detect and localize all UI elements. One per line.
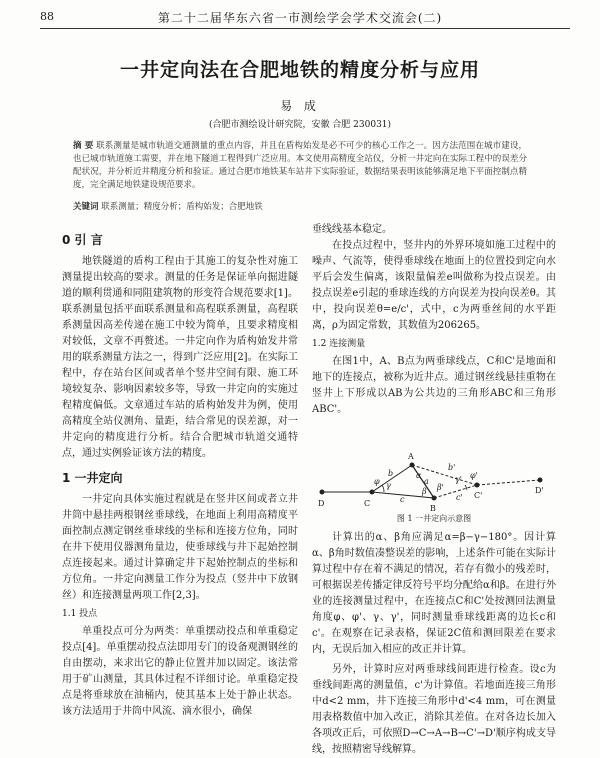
subsection-1-1-heading: 1.1 投点 (62, 609, 98, 619)
right-para-3: 在图1中，A、B点为两垂球线点，C和C'是地面和地下的连接点，被称为近井点。通过钢丝线悬挂重物在竖井上下形成以AB为公共边的三角形ABC和三角形ABC'。 (312, 356, 556, 415)
label-betap: β' (437, 483, 444, 492)
keywords-text: 联系测量；精度分析；盾构始发；合肥地铁 (101, 202, 263, 212)
left-column (62, 232, 298, 720)
right-para-2: 在投点过程中，竖井内的外界环境如施工过程中的噪声、气流等，使得垂球线在地面上的位置投到定向水平后会发生偏离，该限量偏差e叫做称为投点误差。由投点误差e引起的垂球连线的方向误差为投向误差θ。其中，投向误差θ=e/c'，式中，c为两垂丝间的水平距离，ρ为固定常数，其数值为206265。 (312, 240, 556, 331)
label-bp: b' (448, 463, 456, 472)
right-para-1: 垂线线基本稳定。 (312, 224, 392, 235)
label-c: c (400, 495, 405, 504)
label-b: b (388, 469, 394, 478)
label-C: C (364, 499, 371, 508)
figure-caption: 图 1 一井定向示意图 (396, 514, 472, 523)
abstract-label: 摘 要 (73, 141, 94, 151)
label-Cp: C' (474, 491, 483, 500)
page-number: 88 (40, 10, 54, 23)
label-beta: β (422, 487, 427, 496)
affiliation: (合肥市测绘设计研究院，安徽 合肥 230031) (208, 120, 392, 130)
label-phip: φ' (470, 471, 478, 480)
section-0-heading: 0 引 言 (62, 233, 103, 247)
angle-arc-Cp (465, 485, 467, 490)
label-D: D (318, 499, 325, 508)
section-1-heading: 1 一井定向 (62, 471, 123, 485)
label-a: a (424, 477, 429, 486)
label-cp: c' (456, 493, 463, 502)
right-column-bottom (312, 530, 556, 758)
figure-1-diagram (312, 440, 556, 522)
label-gamma: γ (386, 481, 391, 490)
section-1-paragraph: 一井定向具体实施过程就是在竖井区间或者立井井筒中悬挂两根钢丝垂球线，在地面上利用高精度平面控制点测定钢丝垂球线的坐标和连接方位角，同时在井下使用仪器测角量边，使垂球线与井下起始控制点连接起来。通过计算确定井下起始控制点的坐标和方位角。一井定向测量工作分为投点（竖井中下放钢丝）和连接测量两项工作[2,3]。 (62, 494, 298, 601)
abstract (73, 140, 527, 192)
label-gammap: γ' (455, 475, 462, 484)
point-Cp (475, 483, 480, 488)
line-A-Cp (412, 465, 477, 485)
right-para-4: 计算出的α、β角应满足α=β−γ−180°。因计算α、β角时数值凑整误差的影响，上述条件可能在实际计算过程中存在着不满足的情况，若存有微小的残差时，可根据误差传播定律反符号平均分配给α和β。在进行外业的连接测量过程中，在连接点C和C'处按测回法测量角度φ、φ'、γ、γ'，同时测量垂球线距离的边长c和c'。在观察在记录表格，保证2C值和测回限差在要求内，无误后加入相应的改正并计算。 (312, 532, 556, 655)
right-para-5: 另外，计算时应对两垂球线间距进行检查。设c为垂线间距离的测量值，c'为计算值。若地面连接三角形中d<2 mm，井下连接三角形中d'<4 mm，可在测量用表格数值中加入改正，消除其差值。在对各边长加入各项改正后，可依照D→C→A→B→C'→D'顺序构成支导线，按照精密导线解算。 (312, 664, 556, 755)
point-C (370, 490, 375, 495)
keywords (73, 200, 527, 212)
point-A (410, 463, 415, 468)
author: 易 成 (280, 99, 320, 113)
section-0-paragraph: 地铁隧道的盾构工程由于其施工的复杂性对施工测量提出较高的要求。测量的任务是保证单向掘进隧道的顺利贯通和同阻建筑物的形变符合规范要求[1]。联系测量包括平面联系测量和高程联系测量，高程联系测量因高差传递在施工中较为简单，且要求精度相对较低，文章不再赘述。一井定向作为盾构始发井常用的联系测量方法之一，得到广泛应用[2]。在实际工程中，存在站台区间或者单个竖井空间有限、施工环境较复杂、影响因素较多等，导致一井定向的实施过程精度偏低。文章通过车站的盾构始发井为例，使用高精度全站仪测角、量距，结合常见的误差源，对一井定向的精度进行分析。结合合肥城市轨道交通特点，通过实例验证该方法的精度。 (62, 256, 298, 459)
paper-title: 一井定向法在合肥地铁的精度分析与应用 (119, 59, 480, 81)
right-column-top (312, 222, 556, 418)
abstract-text: 联系测量是城市轨道交通测量的重点内容，并且在盾构始发是必不可少的核心工作之一。因方法范围在城市建设，也已城市轨道施工需要，并在地下隧道工程得到广泛应用。本文使用高精度全站仪，分析一井定向在实际工程中的误差分配状况，并分析近井精度分析和验证。通过合肥市地铁某车站井下实际验证，数据结果表明该能够满足地下平面控制点精度，完全满足地铁建设规范要求。 (73, 141, 527, 190)
label-B: B (430, 504, 436, 513)
point-B (432, 496, 437, 501)
line-Cp-Dp (477, 480, 540, 485)
subsection-1-2-heading: 1.2 连接测量 (312, 339, 366, 349)
angle-arc-C (382, 485, 384, 492)
header-rule (40, 28, 570, 29)
label-phi: φ (374, 477, 380, 486)
label-Dp: D' (535, 486, 544, 495)
label-alpha: α (416, 471, 422, 480)
keywords-label: 关键词 (73, 202, 99, 212)
point-Dp (538, 478, 543, 483)
running-title: 第二十二届华东六省一市测绘学会学术交流会(二) (157, 11, 443, 25)
subsection-1-1-paragraph: 单重投点可分为两类：单重摆动投点和单重稳定投点[4]。单重摆动投点法即用专门的设备观测钢丝的自由摆动，来求出它的静止位置并加以固定。该法常用于矿山测量，其具体过程不详细讨论。单重稳定投点是将垂球放在油桶内，使其基本上处于静止状态。该方法适用于井筒中风流、滴水很小，确保 (62, 626, 298, 717)
label-A: A (408, 452, 414, 461)
point-D (320, 490, 325, 495)
